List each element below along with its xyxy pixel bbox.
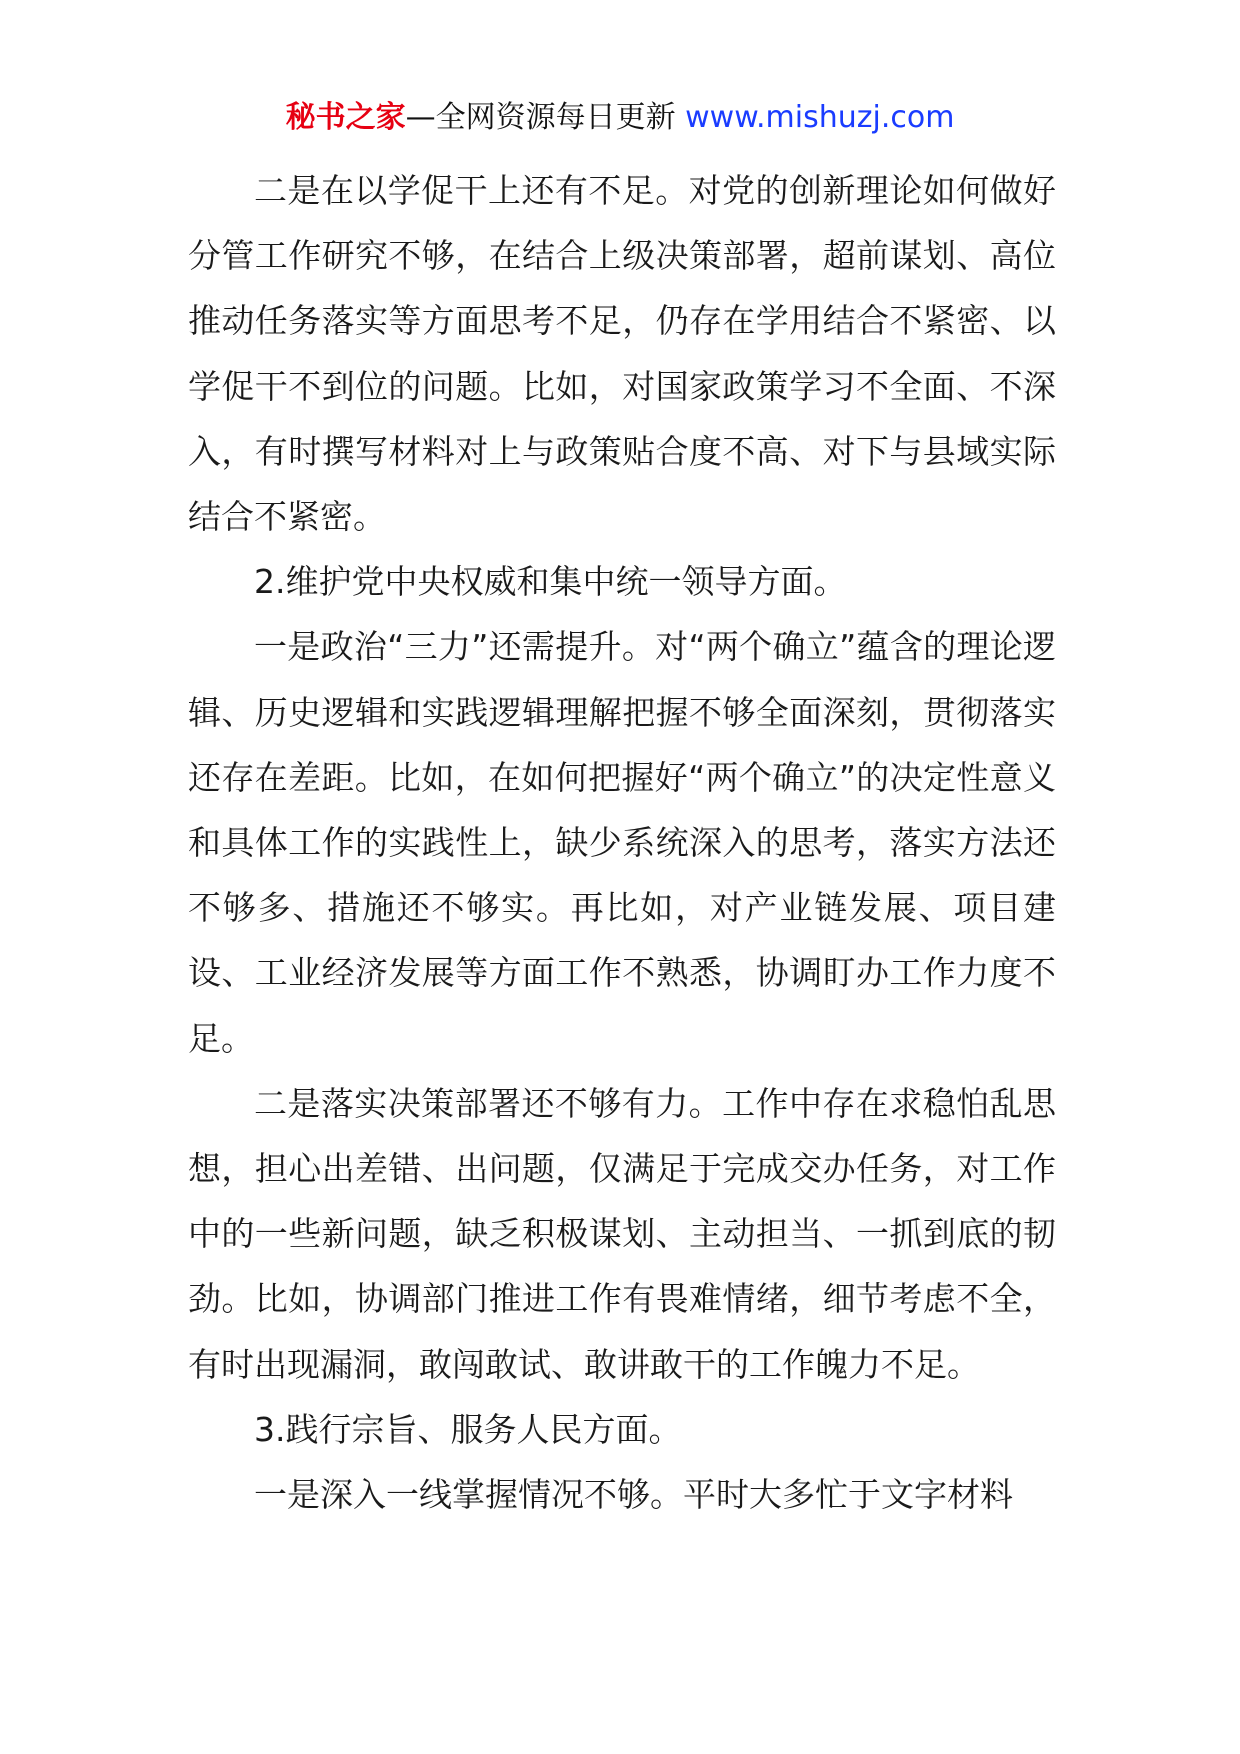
document-body bbox=[188, 158, 1056, 1527]
paragraph-frontline: 一是深入一线掌握情况不够。平时大多忙于文字材料 bbox=[254, 1475, 1013, 1515]
website-url-link[interactable]: www.mishuzj.com bbox=[685, 100, 955, 135]
site-header bbox=[0, 98, 1240, 138]
header-slogan: —全网资源每日更新 bbox=[405, 100, 686, 135]
paragraph-political-ability: 一是政治“三力”还需提升。对“两个确立”蕴含的理论逻辑、历史逻辑和实践逻辑理解把握不够全面深刻，贯彻落实还存在差距。比如，在如何把握好“两个确立”的决定性意义和具体工作的实践性上，缺少系统深入的思考，落实方法还不够多、措施还不够实。再比如，对产业链发展、项目建设、工业经济发展等方面工作不熟悉，协调盯办工作力度不足。 bbox=[188, 627, 1056, 1058]
section-heading-2: 2.维护党中央权威和集中统一领导方面。 bbox=[254, 562, 847, 602]
section-heading-3: 3.践行宗旨、服务人民方面。 bbox=[254, 1409, 682, 1449]
paragraph-learning-shortfall: 二是在以学促干上还有不足。对党的创新理论如何做好分管工作研究不够，在结合上级决策部署，超前谋划、高位推动任务落实等方面思考不足，仍存在学用结合不紧密、以学促干不到位的问题。比如，对国家政策学习不全面、不深入，有时撰写材料对上与政策贴合度不高、对下与县域实际结合不紧密。 bbox=[188, 171, 1056, 537]
brand-name: 秘书之家 bbox=[285, 100, 406, 135]
paragraph-implementation: 二是落实决策部署还不够有力。工作中存在求稳怕乱思想，担心出差错、出问题，仅满足于完成交办任务，对工作中的一些新问题，缺乏积极谋划、主动担当、一抓到底的韧劲。比如，协调部门推进工作有畏难情绪，细节考虑不全，有时出现漏洞，敢闯敢试、敢讲敢干的工作魄力不足。 bbox=[188, 1083, 1056, 1384]
